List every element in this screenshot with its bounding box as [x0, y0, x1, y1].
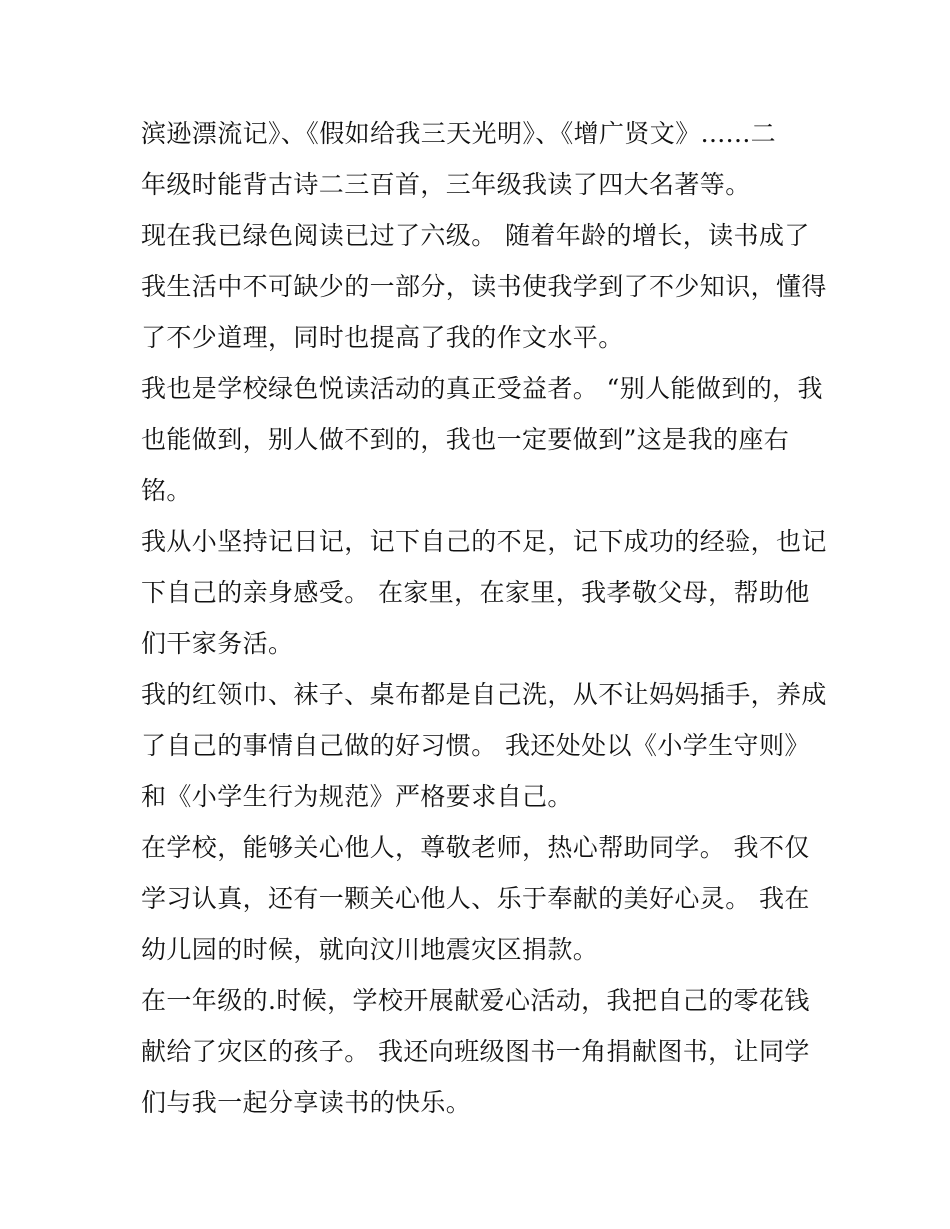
text-line-4: 我生活中不可缺少的一部分，读书使我学到了不少知识，懂得 [141, 272, 827, 301]
text-line-14: 和《小学生行为规范》严格要求自己。 [141, 782, 573, 811]
text-line-15: 在学校，能够关心他人，尊敬老师，热心帮助同学。 我不仅 [141, 833, 810, 862]
text-line-12: 我的红领巾、袜子、桌布都是自己洗，从不让妈妈插手，养成 [141, 680, 827, 709]
text-line-2: 年级时能背古诗二三百首，三年级我读了四大名著等。 [141, 170, 751, 199]
text-line-1: 滨逊漂流记》、《假如给我三天光明》、《增广贤文》......二 [141, 119, 777, 148]
text-line-13: 了自己的事情自己做的好习惯。 我还处处以《小学生守则》 [141, 731, 810, 760]
text-line-6: 我也是学校绿色悦读活动的真正受益者。 “别人能做到的，我 [141, 374, 823, 403]
text-line-7: 也能做到，别人做不到的，我也一定要做到”这是我的座右 [141, 425, 790, 454]
text-line-8: 铭。 [141, 476, 192, 505]
text-line-9: 我从小坚持记日记，记下自己的不足，记下成功的经验，也记 [141, 527, 827, 556]
text-line-17: 幼儿园的时候，就向汶川地震灾区捐款。 [141, 935, 599, 964]
document-body [141, 108, 827, 1128]
text-line-19: 献给了灾区的孩子。 我还向班级图书一角捐献图书，让同学 [141, 1037, 810, 1066]
text-line-3: 现在我已绿色阅读已过了六级。 随着年龄的增长，读书成了 [141, 221, 810, 250]
text-line-16: 学习认真，还有一颗关心他人、乐于奉献的美好心灵。 我在 [141, 884, 810, 913]
text-line-18: 在一年级的.时候，学校开展献爱心活动，我把自己的零花钱 [141, 986, 810, 1015]
text-line-20: 们与我一起分享读书的快乐。 [141, 1088, 472, 1117]
text-line-5: 了不少道理，同时也提高了我的作文水平。 [141, 323, 624, 352]
text-line-11: 们干家务活。 [141, 629, 294, 658]
text-line-10: 下自己的亲身感受。 在家里，在家里，我孝敬父母，帮助他 [141, 578, 810, 607]
